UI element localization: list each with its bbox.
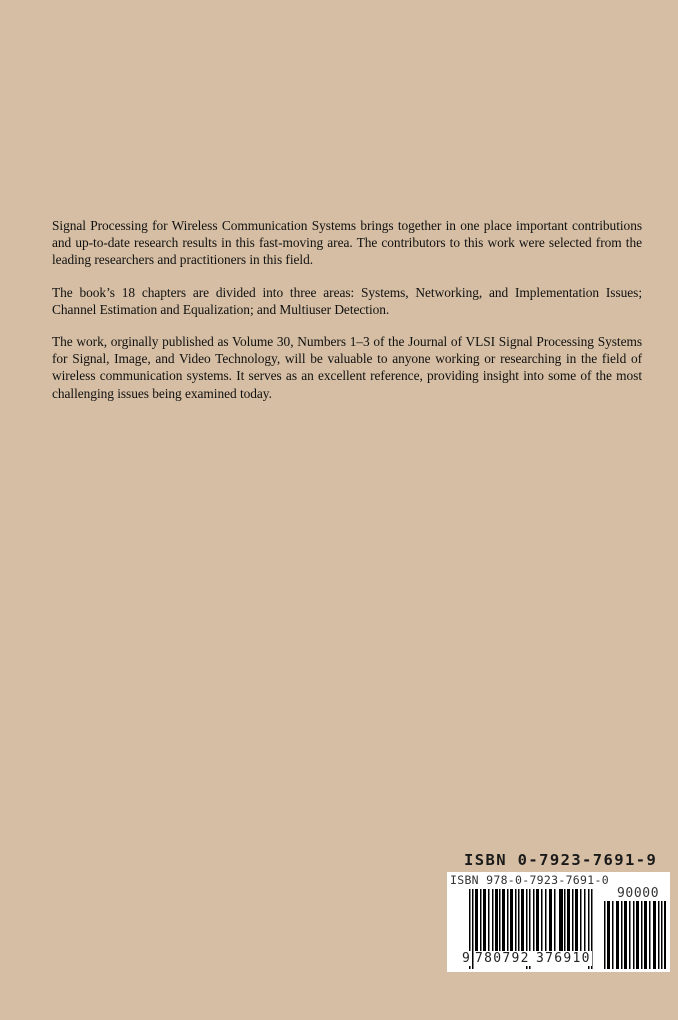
- description-paragraph: Signal Processing for Wireless Communication Systems brings together in one place important contributions and up-to-date research results in this fast-moving area. The contributors to this work were selected from the leading researchers and practitioners in this field.: [52, 218, 642, 268]
- barcode: [447, 872, 670, 972]
- addon-bars-icon: [604, 901, 667, 969]
- barcode-digit-first: 9: [462, 951, 470, 966]
- description-paragraph: The work, orginally published as Volume 30, Numbers 1–3 of the Journal of VLSI Signal Processing Systems for Signal, Image, and Video Technology, will be valuable to anyone working or researching in the field of wireless communication systems. It serves as an excellent reference, providing insight into some of the most challenging issues being examined today.: [52, 334, 642, 401]
- cover-description: [52, 217, 642, 417]
- isbn-10-label: ISBN 0-7923-7691-9: [464, 851, 658, 869]
- isbn-13-label: ISBN 978-0-7923-7691-0: [450, 873, 609, 887]
- barcode-digit-group-2: 376910: [536, 951, 591, 966]
- barcode-addon-label: 90000: [617, 886, 660, 901]
- description-paragraph: The book’s 18 chapters are divided into three areas: Systems, Networking, and Implementation Issues; Channel Estimation and Equalization; and Multiuser Detection.: [52, 284, 642, 317]
- barcode-digit-group-1: 780792: [475, 951, 530, 966]
